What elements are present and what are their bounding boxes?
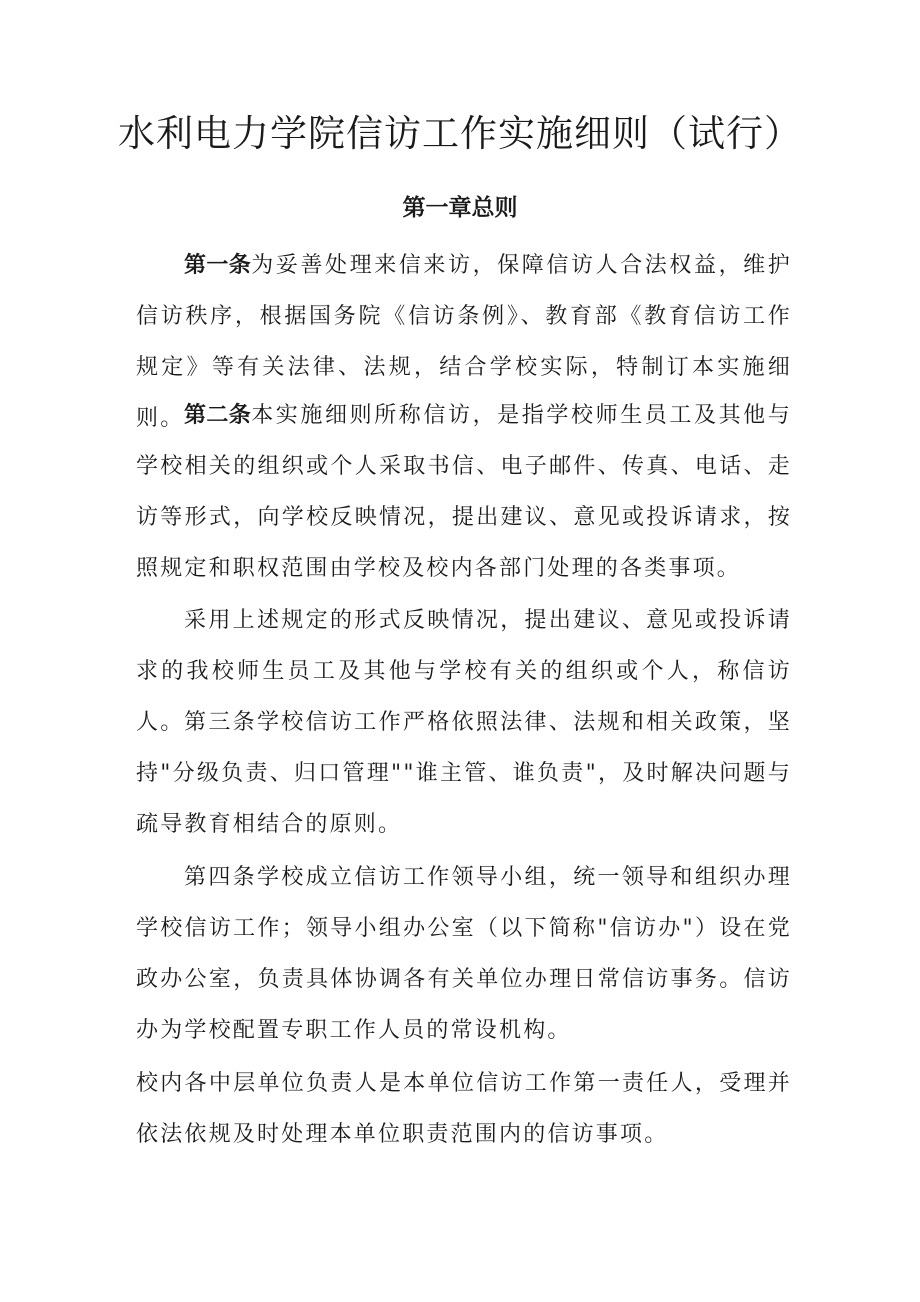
article-2-paragraph (136, 390, 792, 594)
article-2-text: 本实施细则所称信访，是指学校师生员工及其他与学校相关的组织或个人采取书信、电子邮件、传真、电话、走访等形式，向学校反映情况，提出建议、意见或投诉请求，按照规定和职权范围由学校及校内各部门处理的各类事项。 (136, 403, 792, 581)
article-2-supplement-paragraph: 采用上述规定的形式反映情况，提出建议、意见或投诉请求的我校师生员工及其他与学校有关的组织或个人，称信访人。 (136, 608, 792, 735)
article-4-supplement-paragraph: 校内各中层单位负责人是本单位信访工作第一责任人，受理并依法依规及时处理本单位职责范围内的信访事项。 (136, 1071, 792, 1147)
article-1-text: 为妥善处理来信来访，保障信访人合法权益，维护信访秩序，根据国务院《信访条例》、教育部《教育信访工作规定》等有关法律、法规，结合学校实际，特制订本实施细则。 (136, 253, 792, 431)
document-title: 水利电力学院信访工作实施细则（试行） (118, 112, 802, 155)
article-3-paragraph: 第三条学校信访工作严格依照法律、法规和相关政策，坚持"分级负责、归口管理""谁主管、谁负责"，及时解决问题与疏导教育相结合的原则。 (136, 710, 792, 837)
article-4-paragraph: 第四条学校成立信访工作领导小组，统一领导和组织办理学校信访工作；领导小组办公室（以下简称"信访办"）设在党政办公室，负责具体协调各有关单位办理日常信访事务。信访办为学校配置专职工作人员的常设机构。 (136, 865, 792, 1043)
article-1-heading: 第一条 (184, 253, 252, 278)
chapter-title: 第一章总则 (402, 195, 518, 221)
article-2-heading: 第二条 (184, 403, 252, 428)
